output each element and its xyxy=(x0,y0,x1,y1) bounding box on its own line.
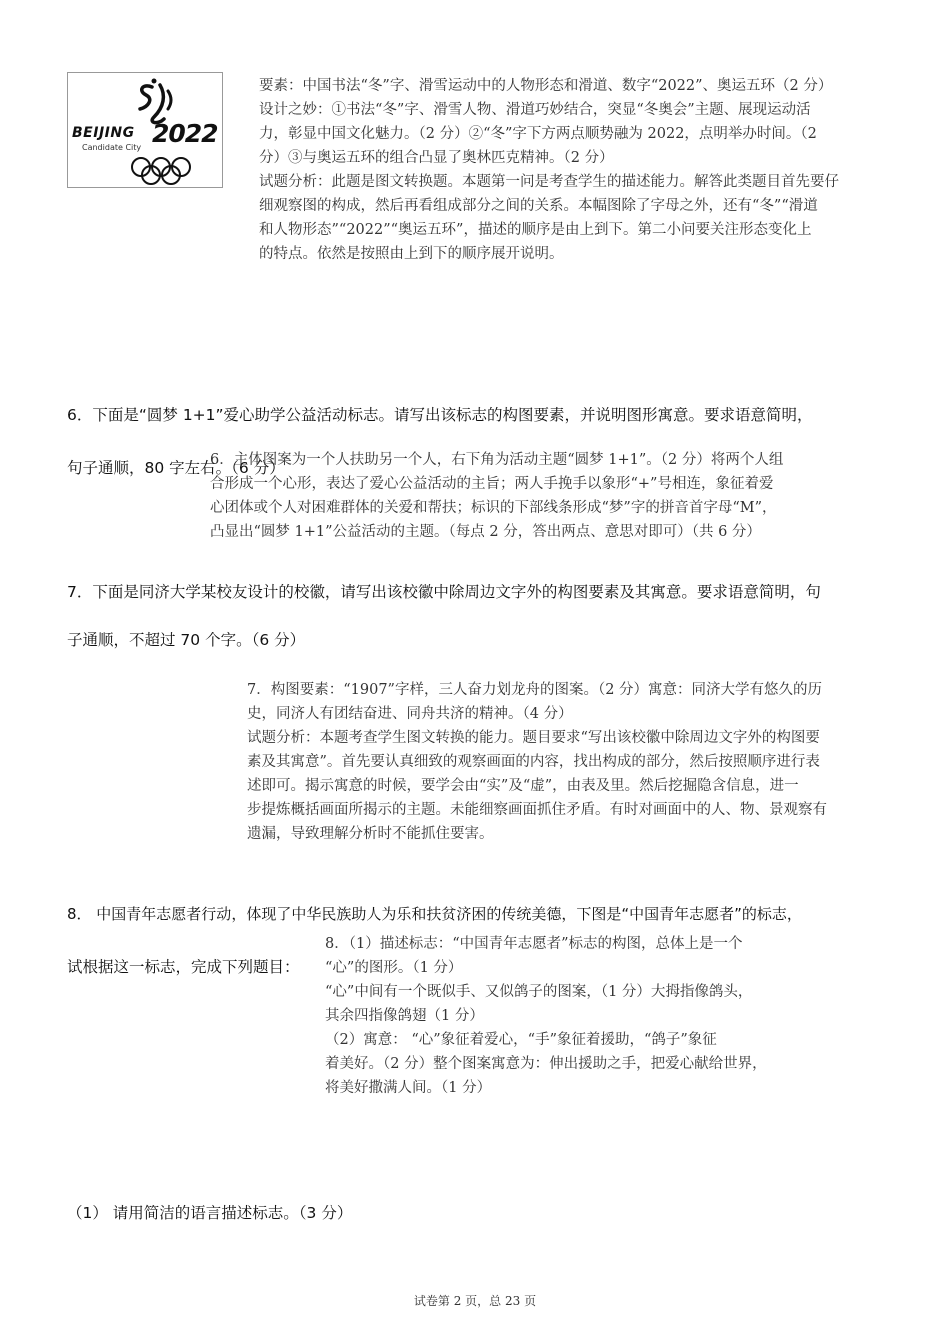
answer-6-line: 心团体或个人对困难群体的关爱和帮扶；标识的下部线条形成“梦”字的拼音首字母“M”， xyxy=(210,500,777,516)
answer-5-line: 的特点。依然是按照由上到下的顺序展开说明。 xyxy=(259,246,564,262)
answer-5-line: 试题分析：此题是图文转换题。本题第一问是考查学生的描述能力。解答此类题目首先要仔 xyxy=(259,174,839,190)
question-8-subquestion-1: （1） 请用简洁的语言描述标志。（3 分） xyxy=(67,1204,353,1222)
answer-8-line: 着美好。（2 分）整个图案寓意为：伸出援助之手，把爱心献给世界， xyxy=(325,1056,767,1072)
answer-7-block xyxy=(247,678,937,846)
answer-7-line: 史，同济人有团结奋进、同舟共济的精神。（4 分） xyxy=(247,706,573,722)
answer-5-block xyxy=(259,74,939,266)
answer-6-block xyxy=(210,448,900,544)
answer-8-line: 8．（1）描述标志：“中国青年志愿者”标志的构图，总体上是一个 xyxy=(325,936,743,952)
answer-5-line: 要素：中国书法“冬”字、滑雪运动中的人物形态和滑道、数字“2022”、奥运五环（2 分） xyxy=(259,78,833,94)
answer-6-line: 合形成一个心形，表达了爱心公益活动的主旨；两人手挽手以象形“+”号相连，象征着爱 xyxy=(210,476,774,492)
question-8-line1: 8． 中国青年志愿者行动，体现了中华民族助人为乐和扶贫济困的传统美德，下图是“中国青年志愿者”的标志， xyxy=(67,905,802,923)
question-6-line1: 6．下面是“圆梦 1+1”爱心助学公益活动标志。请写出该标志的构图要素，并说明图形寓意。要求语意简明， xyxy=(67,406,813,424)
answer-5-line: 和人物形态”“2022”“奥运五环”，描述的顺序是由上到下。第二小问要关注形态变化上 xyxy=(259,222,812,238)
answer-8-line: 其余四指像鸽翅（1 分） xyxy=(325,1008,484,1024)
answer-6-line: 6．主体图案为一个人扶助另一个人，右下角为活动主题“圆梦 1+1”。（2 分）将两个人组 xyxy=(210,452,784,468)
question-6-line2: 句子通顺，80 字左右。（6 分） xyxy=(67,459,285,477)
answer-6-line: 凸显出“圆梦 1+1”公益活动的主题。（每点 2 分，答出两点、意思对即可）（共 6 分） xyxy=(210,524,761,540)
answer-5-line: 细观察图的构成，然后再看组成部分之间的关系。本幅图除了字母之外，还有“冬”“滑道 xyxy=(259,198,818,214)
answer-7-line: 述即可。揭示寓意的时候，要学会由“实”及“虚”，由表及里。然后挖掘隐含信息，进一 xyxy=(247,778,799,794)
answer-7-line: 素及其寓意”。首先要认真细致的观察画面的内容，找出构成的部分，然后按照顺序进行表 xyxy=(247,754,820,770)
logo-subtitle-text: Candidate City xyxy=(82,143,142,152)
answer-7-line: 遗漏，导致理解分析时不能抓住要害。 xyxy=(247,826,494,842)
beijing-2022-logo xyxy=(67,72,223,188)
answer-8-line: 将美好撒满人间。（1 分） xyxy=(325,1080,492,1096)
answer-5-line: 力，彰显中国文化魅力。（2 分）②“冬”字下方两点顺势融为 2022，点明举办时间。（2 xyxy=(259,126,817,142)
logo-city-text: BEIJING xyxy=(72,125,135,141)
answer-8-block xyxy=(325,932,855,1100)
answer-7-line: 7．构图要素：“1907”字样，三人奋力划龙舟的图案。（2 分）寓意：同济大学有悠久的历 xyxy=(247,682,823,698)
answer-5-line: 分）③与奥运五环的组合凸显了奥林匹克精神。（2 分） xyxy=(259,150,614,166)
question-7-line1: 7．下面是同济大学某校友设计的校徽，请写出该校徽中除周边文字外的构图要素及其寓意。要求语意简明，句 xyxy=(67,583,821,601)
answer-7-line: 步提炼概括画面所揭示的主题。未能细察画面抓住矛盾。有时对画面中的人、物、景观察有 xyxy=(247,802,827,818)
answer-8-line: “心”的图形。（1 分） xyxy=(325,960,463,976)
answer-5-line: 设计之妙：①书法“冬”字、滑雪人物、滑道巧妙结合，突显“冬奥会”主题、展现运动活 xyxy=(259,102,811,118)
answer-8-line: （2）寓意： “心”象征着爱心，“手”象征着援助，“鸽子”象征 xyxy=(325,1032,717,1048)
page-footer: 试卷第 2 页，总 23 页 xyxy=(413,1294,537,1308)
answer-8-line: “心”中间有一个既似手、又似鸽子的图案，（1 分）大拇指像鸽头， xyxy=(325,984,753,1000)
answer-7-line: 试题分析：本题考查学生图文转换的能力。题目要求“写出该校徽中除周边文字外的构图要 xyxy=(247,730,820,746)
question-7-line2: 子通顺，不超过 70 个字。（6 分） xyxy=(67,631,306,649)
logo-year-text: 2022 xyxy=(152,119,218,148)
question-8-line2: 试根据这一标志，完成下列题目： xyxy=(67,958,300,976)
